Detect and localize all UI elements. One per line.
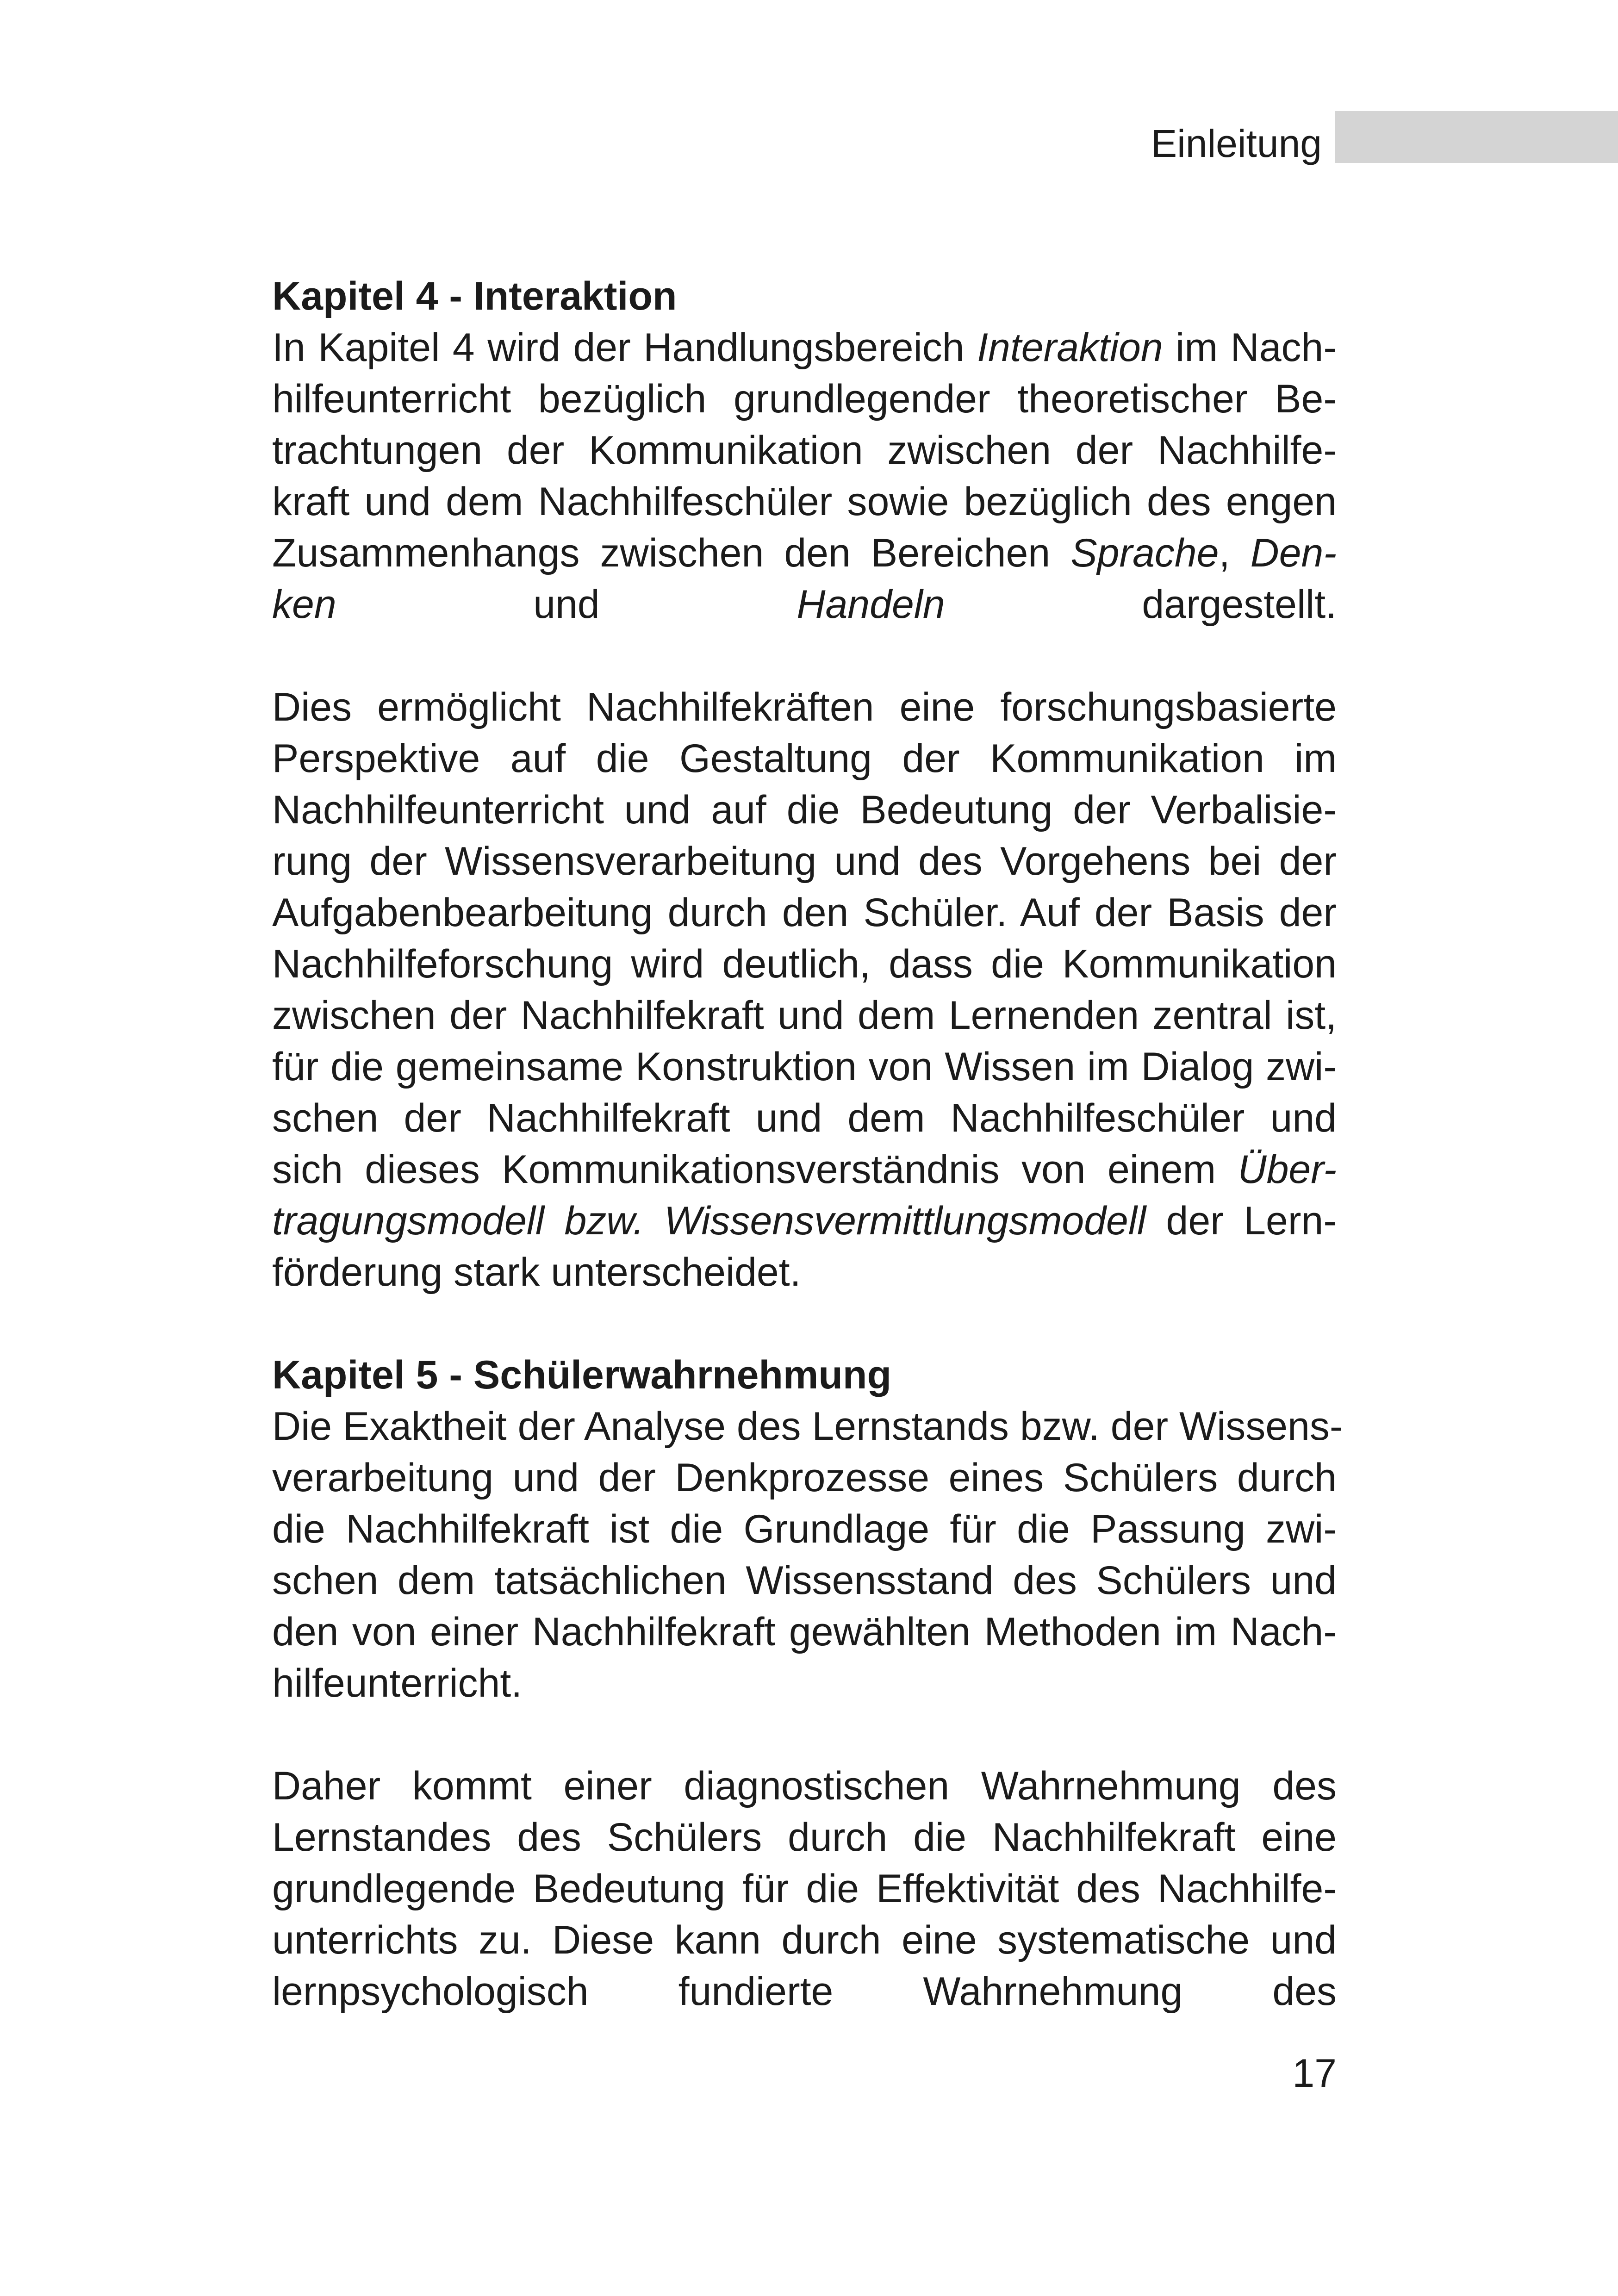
italic-term: Interaktion bbox=[977, 325, 1163, 370]
text-line bbox=[272, 1658, 1337, 1709]
text-run: In Kapitel 4 wird der Handlungsbereich bbox=[272, 325, 977, 370]
paragraph bbox=[272, 322, 1337, 630]
page-body bbox=[272, 271, 1343, 2017]
text-line bbox=[272, 1915, 1337, 1966]
text-line bbox=[272, 1144, 1337, 1195]
text-run: schen der Nachhilfekraft und dem Nachhilfeschüler und bbox=[272, 1096, 1337, 1140]
text-run: trachtungen der Kommunikation zwischen der Nachhilfe- bbox=[272, 428, 1337, 473]
text-run: Zusammenhangs zwischen den Bereichen bbox=[272, 531, 1071, 575]
text-run: Die Exaktheit der Analyse des Lernstands bzw. der Wissens- bbox=[272, 1404, 1343, 1449]
text-line bbox=[272, 1452, 1337, 1504]
text-line bbox=[272, 373, 1337, 425]
text-line bbox=[272, 425, 1337, 476]
text-line bbox=[272, 1195, 1337, 1247]
text-run: Perspektive auf die Gestaltung der Kommunikation im bbox=[272, 736, 1337, 781]
text-run: unterrichts zu. Diese kann durch eine systematische und bbox=[272, 1918, 1337, 1962]
text-run: zwischen der Nachhilfekraft und dem Lernenden zentral ist, bbox=[272, 993, 1337, 1038]
text-run: Daher kommt einer diagnostischen Wahrnehmung des bbox=[272, 1764, 1337, 1808]
text-run: Aufgabenbearbeitung durch den Schüler. Auf der Basis der bbox=[272, 890, 1337, 935]
text-run: kraft und dem Nachhilfeschüler sowie bezüglich des engen bbox=[272, 479, 1337, 524]
text-run: förderung stark unterscheidet. bbox=[272, 1250, 801, 1294]
text-line bbox=[272, 1041, 1337, 1093]
text-run: die Nachhilfekraft ist die Grundlage für die Passung zwi- bbox=[272, 1507, 1337, 1551]
paragraph bbox=[272, 1401, 1343, 1709]
paragraph bbox=[272, 682, 1337, 1298]
text-line bbox=[272, 784, 1337, 836]
text-run: rung der Wissensverarbeitung und des Vorgehens bei der bbox=[272, 839, 1337, 884]
text-run: hilfeunterricht. bbox=[272, 1661, 523, 1705]
text-line bbox=[272, 1966, 1337, 2017]
text-run: grundlegende Bedeutung für die Effektivität des Nachhilfe- bbox=[272, 1867, 1337, 1911]
text-line bbox=[272, 887, 1337, 939]
text-run: sich dieses Kommunikationsverständnis von einem bbox=[272, 1147, 1238, 1192]
text-line bbox=[272, 836, 1337, 887]
text-line bbox=[272, 1247, 1337, 1298]
text-run: und bbox=[336, 582, 797, 627]
text-line bbox=[272, 322, 1337, 373]
chapter-heading: Kapitel 5 - Schülerwahrnehmung bbox=[272, 1353, 891, 1397]
paragraph-spacer bbox=[272, 1298, 1337, 1350]
text-line bbox=[272, 1504, 1337, 1555]
text-line bbox=[272, 1812, 1337, 1863]
text-line bbox=[272, 990, 1337, 1041]
text-run: schen dem tatsächlichen Wissensstand des Schülers und bbox=[272, 1558, 1337, 1603]
running-header: Einleitung bbox=[1151, 122, 1322, 165]
text-line bbox=[272, 1555, 1337, 1606]
text-run: Lernstandes des Schülers durch die Nachhilfekraft eine bbox=[272, 1815, 1337, 1860]
italic-term: ken bbox=[272, 582, 336, 627]
text-line bbox=[272, 1606, 1337, 1658]
text-line bbox=[272, 1093, 1337, 1144]
text-run: Nachhilfeforschung wird deutlich, dass die Kommunikation bbox=[272, 942, 1337, 986]
text-run: im Nach- bbox=[1163, 325, 1337, 370]
text-line bbox=[272, 1863, 1337, 1915]
text-run: für die gemeinsame Konstruktion von Wissen im Dialog zwi- bbox=[272, 1045, 1337, 1089]
header-tab-bar bbox=[1335, 111, 1618, 163]
italic-term: Über- bbox=[1238, 1147, 1337, 1192]
paragraph-spacer bbox=[272, 1709, 1337, 1761]
italic-term: Handeln bbox=[797, 582, 945, 627]
text-run: , bbox=[1219, 531, 1251, 575]
text-run: der Lern- bbox=[1146, 1199, 1337, 1243]
text-line bbox=[272, 733, 1337, 784]
italic-term: Sprache bbox=[1070, 531, 1219, 575]
text-line bbox=[272, 1401, 1343, 1452]
text-line bbox=[272, 579, 1337, 630]
text-run: Nachhilfeunterricht und auf die Bedeutung der Verbalisie- bbox=[272, 788, 1337, 832]
text-line bbox=[272, 682, 1337, 733]
text-run: den von einer Nachhilfekraft gewählten Methoden im Nach- bbox=[272, 1610, 1337, 1654]
italic-term: Den- bbox=[1250, 531, 1337, 575]
text-run: hilfeunterricht bezüglich grundlegender theoretischer Be- bbox=[272, 377, 1337, 421]
text-line bbox=[272, 939, 1337, 990]
text-run: lernpsychologisch fundierte Wahrnehmung des bbox=[272, 1969, 1337, 2014]
text-run: dargestellt. bbox=[945, 582, 1337, 627]
text-run: verarbeitung und der Denkprozesse eines Schülers durch bbox=[272, 1456, 1337, 1500]
chapter-heading: Kapitel 4 - Interaktion bbox=[272, 274, 677, 318]
page-number: 17 bbox=[1292, 2051, 1337, 2096]
text-line bbox=[272, 476, 1337, 528]
text-line bbox=[272, 1761, 1337, 1812]
text-run: Dies ermöglicht Nachhilfekräften eine forschungsbasierte bbox=[272, 685, 1337, 729]
paragraph-spacer bbox=[272, 630, 1337, 682]
text-line bbox=[272, 528, 1337, 579]
paragraph bbox=[272, 1761, 1337, 2017]
italic-term: tragungsmodell bzw. Wissensvermittlungsmodell bbox=[272, 1199, 1146, 1243]
